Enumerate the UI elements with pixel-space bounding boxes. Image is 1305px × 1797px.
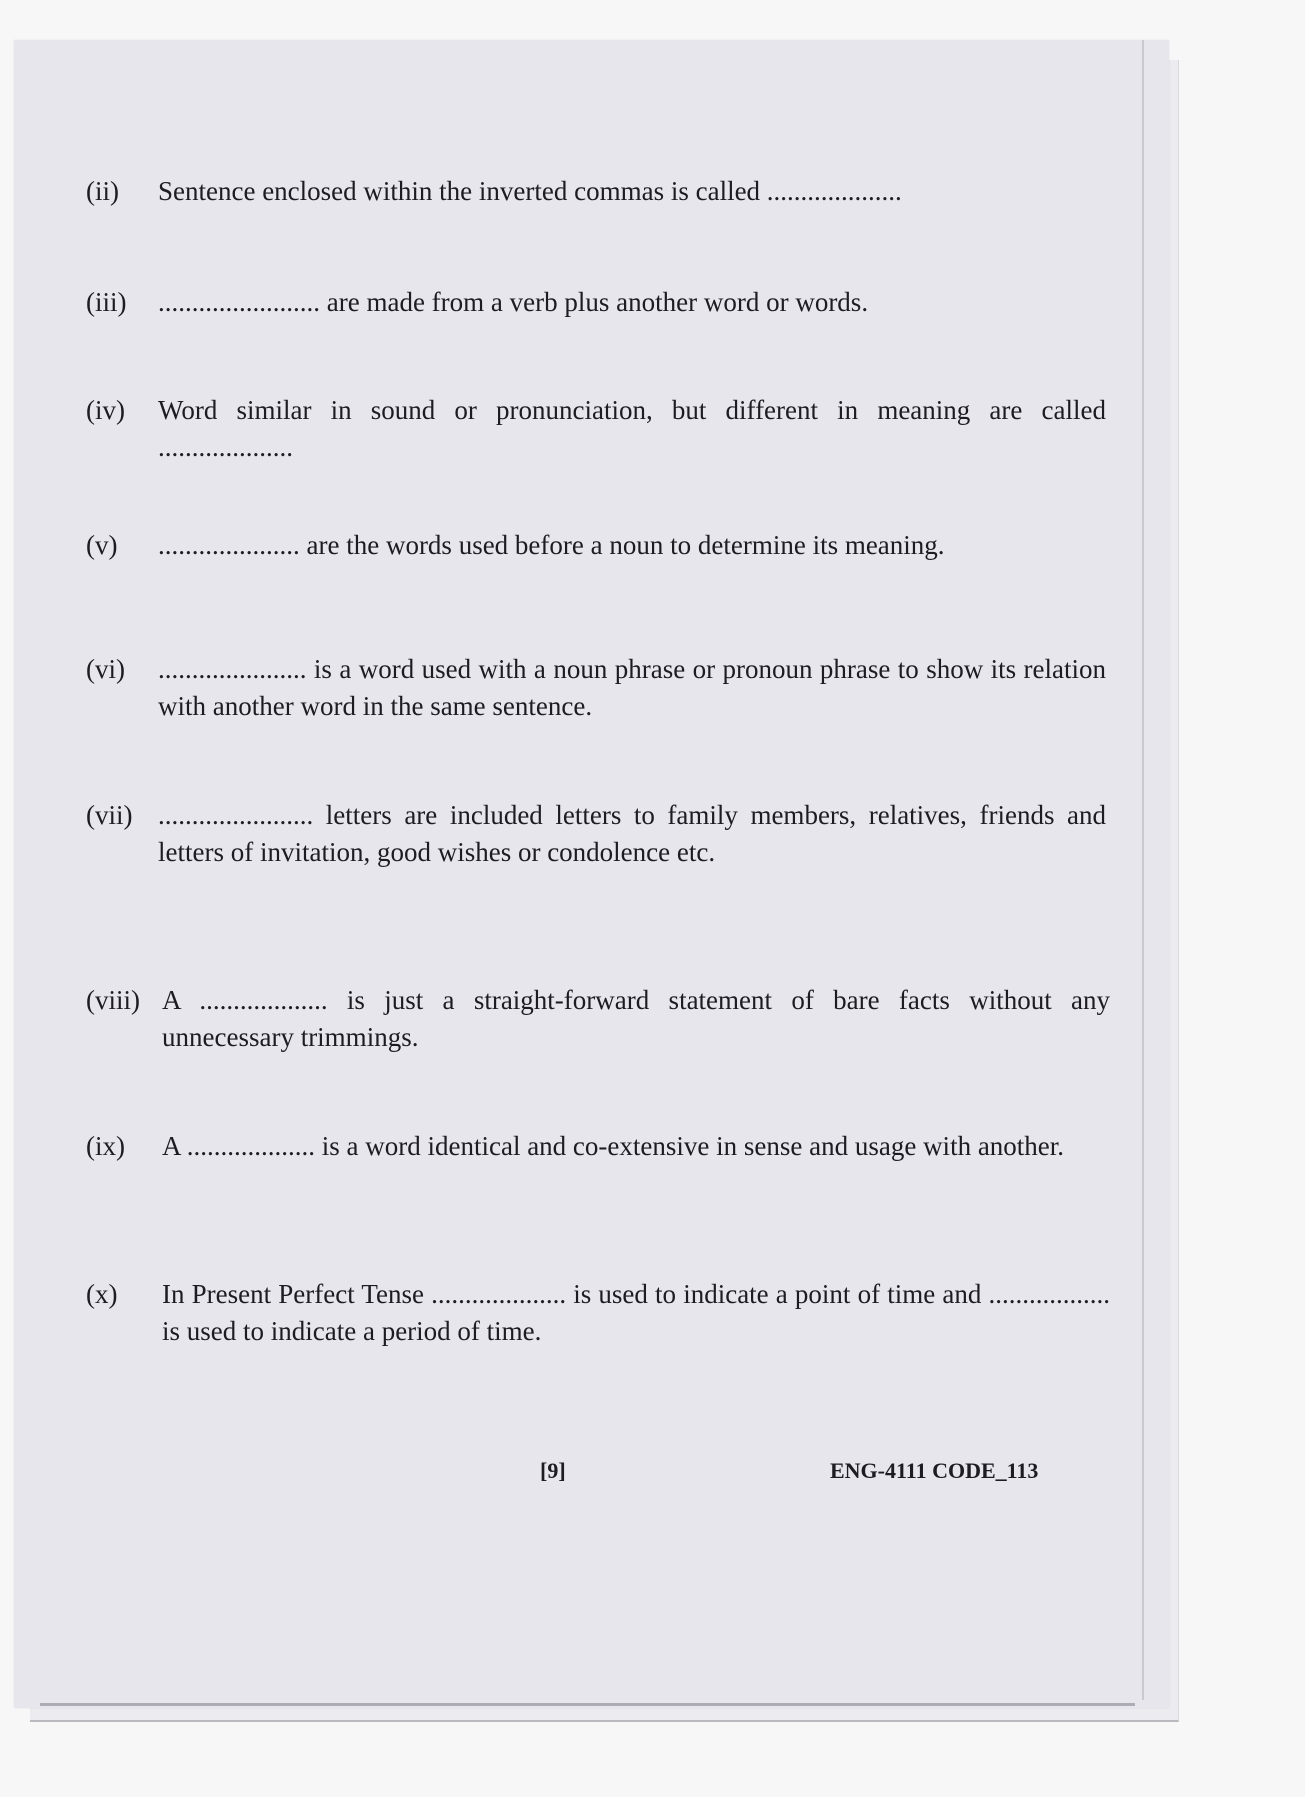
question-number: (ii) bbox=[86, 176, 119, 206]
document-page bbox=[14, 40, 1169, 1708]
question-text: ........................ are made from a verb plus another word or words. bbox=[158, 287, 869, 317]
question-text: ..................... are the words used before a noun to determine its meaning. bbox=[158, 530, 945, 560]
question-number: (iii) bbox=[86, 287, 127, 317]
question-number: (ix) bbox=[86, 1131, 125, 1161]
question-number: (iv) bbox=[86, 395, 125, 425]
paper-code: ENG-4111 CODE_113 bbox=[830, 1458, 1039, 1483]
question-number: (x) bbox=[86, 1279, 118, 1309]
question-text: Sentence enclosed within the inverted commas is called .................... bbox=[158, 176, 902, 206]
question-text: A ................... is just a straight-forward statement of bare facts without any unnecessary trimmings. bbox=[162, 985, 1110, 1052]
page-edge-bottom bbox=[40, 1703, 1135, 1706]
question-number: (viii) bbox=[86, 985, 140, 1015]
page-edge-right bbox=[1142, 40, 1144, 1700]
question-number: (vi) bbox=[86, 654, 125, 684]
question-text: Word similar in sound or pronunciation, but different in meaning are called .................... bbox=[158, 395, 1106, 462]
question-text: In Present Perfect Tense .................... is used to indicate a point of time and .................. is used to indicate a period of time. bbox=[162, 1279, 1110, 1346]
question-text: A ................... is a word identical and co-extensive in sense and usage with another. bbox=[162, 1131, 1065, 1161]
question-number: (vii) bbox=[86, 800, 133, 830]
question-text: ...................... is a word used with a noun phrase or pronoun phrase to show its relation with another word in the same sentence. bbox=[158, 654, 1106, 721]
question-text: ....................... letters are included letters to family members, relatives, friends and letters of invitation, good wishes or condolence etc. bbox=[158, 800, 1106, 867]
question-number: (v) bbox=[86, 530, 118, 560]
page-number: [9] bbox=[540, 1458, 566, 1483]
